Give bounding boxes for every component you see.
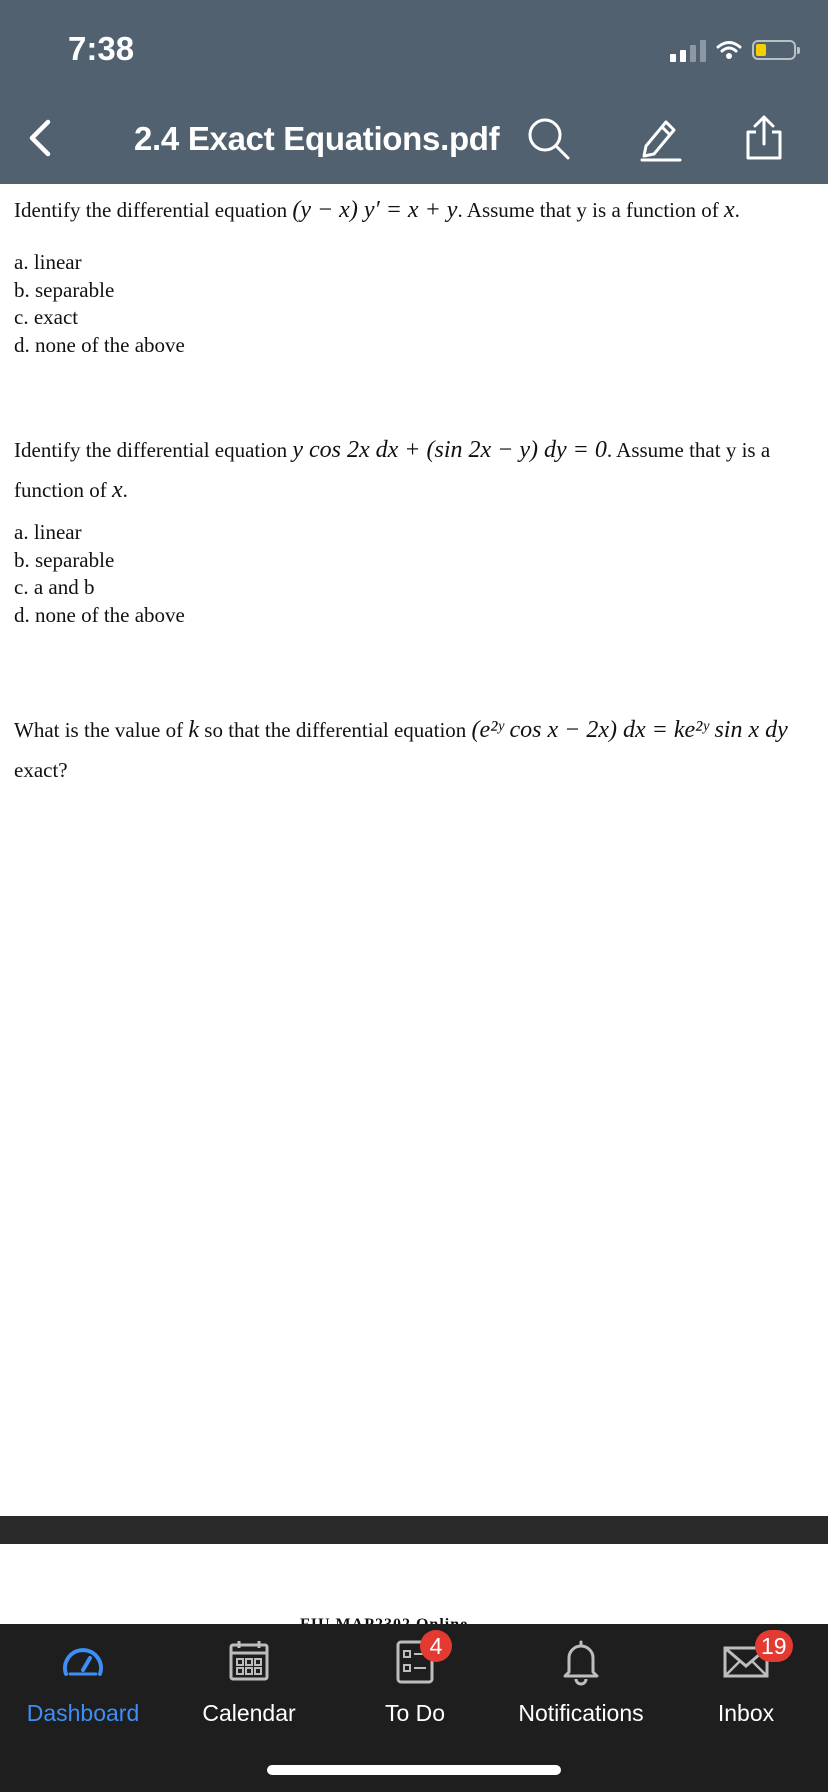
home-indicator[interactable]	[267, 1765, 561, 1775]
search-icon[interactable]	[524, 114, 572, 162]
tab-todo[interactable]	[332, 1624, 498, 1744]
tab-notifications[interactable]	[498, 1624, 664, 1744]
question-1-options	[14, 249, 185, 359]
option-item: a. linear	[14, 250, 82, 274]
question-3-equation: (e²ʸ cos x − 2x) dx = ke²ʸ sin x dy	[471, 717, 788, 743]
tab-inbox-label: Inbox	[717, 1700, 775, 1726]
wifi-icon	[716, 40, 742, 60]
tab-notifications-label: Notifications	[518, 1700, 644, 1726]
option-item: d. none of the above	[14, 332, 185, 357]
question-2-options	[14, 519, 185, 629]
status-icons	[670, 36, 796, 64]
document-title: 2.4 Exact Equations.pdf	[134, 120, 500, 157]
question-1-text: Identify the differential equation (y − x) y′ = x + y. Assume that y is a function of x.	[14, 197, 740, 223]
question-2-text-line2: function of x.	[14, 477, 128, 503]
page-separator	[0, 1516, 828, 1544]
question-2-text: Identify the differential equation y cos 2x dx + (sin 2x − y) dy = 0. Assume that y is a	[14, 437, 771, 463]
question-1-equation: (y − x) y′ = x + y	[292, 197, 458, 223]
app-header	[0, 0, 828, 184]
inbox-badge: 19	[755, 1630, 793, 1662]
share-icon[interactable]	[740, 114, 788, 162]
option-item: c. exact	[14, 305, 79, 329]
tab-todo-label: To Do	[384, 1700, 446, 1726]
option-item: b. separable	[14, 547, 115, 572]
tab-dashboard-label: Dashboard	[26, 1700, 140, 1726]
option-item: a. linear	[14, 520, 82, 544]
status-time: 7:38	[68, 30, 135, 67]
option-item: b. separable	[14, 277, 115, 302]
question-3-text: What is the value of k so that the differential equation (e²ʸ cos x − 2x) dx = ke²ʸ sin x dy	[14, 717, 788, 743]
back-chevron-icon[interactable]	[20, 116, 64, 160]
next-page-preview	[0, 1544, 828, 1624]
tab-inbox[interactable]	[664, 1624, 828, 1744]
dashboard-gauge-icon	[58, 1636, 108, 1686]
bell-icon	[556, 1636, 606, 1686]
todo-badge: 4	[420, 1630, 452, 1662]
question-2-equation: y cos 2x dx + (sin 2x − y) dy = 0	[292, 437, 607, 463]
tab-dashboard[interactable]	[0, 1624, 166, 1744]
tab-calendar-label: Calendar	[202, 1700, 296, 1726]
annotate-pen-icon[interactable]	[636, 114, 684, 162]
battery-icon	[752, 40, 796, 60]
cellular-signal-icon	[670, 38, 706, 62]
calendar-icon	[224, 1636, 274, 1686]
option-item: d. none of the above	[14, 602, 185, 627]
pdf-page[interactable]	[0, 184, 828, 1516]
question-3-text-line2: exact?	[14, 758, 68, 782]
option-item: c. a and b	[14, 575, 95, 599]
tab-calendar[interactable]	[166, 1624, 332, 1744]
